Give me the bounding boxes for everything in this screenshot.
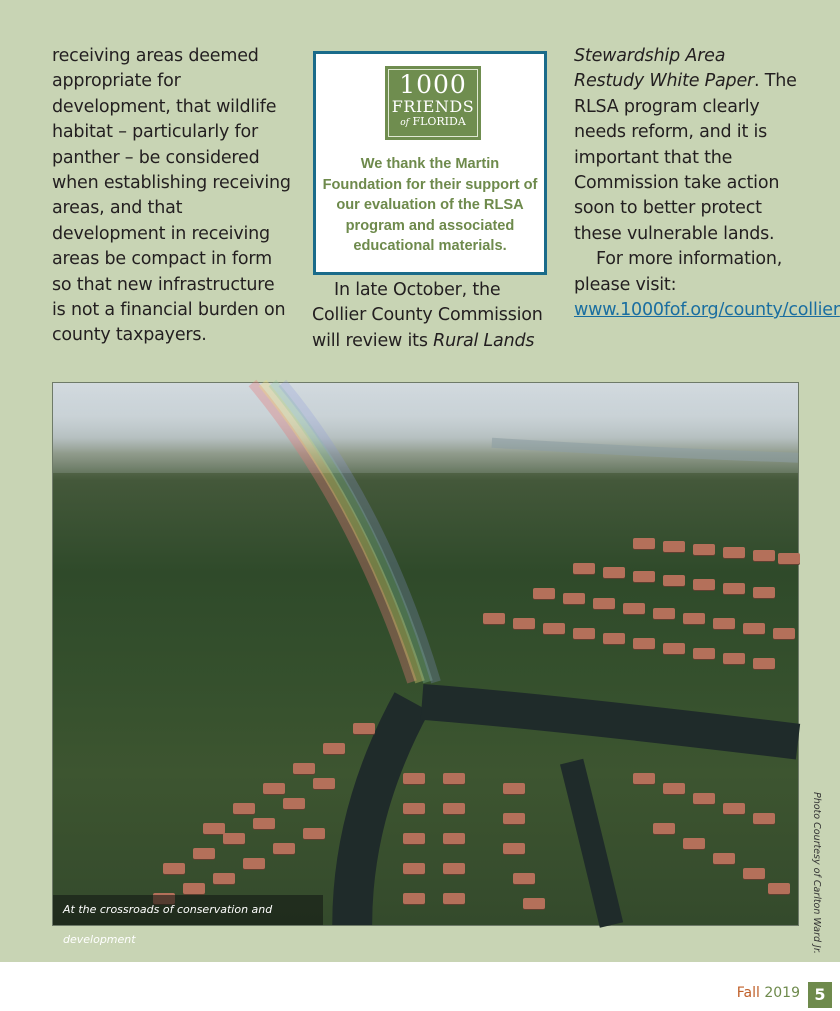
column3-text: . The RLSA program clearly needs reform, and it is important that the Commission take action soon to better protect these vulnerable lands. [574,71,797,244]
house-roof [163,863,185,874]
house-roof [313,778,335,789]
house-roof [513,618,535,629]
house-roof [293,763,315,774]
photo-caption: At the crossroads of conservation and development [53,895,323,925]
sponsor-callout-box [313,51,547,275]
house-roof [283,798,305,809]
footer-season: Fall [736,985,760,1001]
house-roof [683,838,705,849]
house-roof [443,773,465,784]
logo-frame [388,69,478,137]
house-roof [693,793,715,804]
house-roof [443,803,465,814]
house-roof [753,813,775,824]
house-roof [653,823,675,834]
house-roof [443,863,465,874]
house-roof [633,538,655,549]
house-roof [543,623,565,634]
footer-issue [737,985,800,1001]
house-roof [633,638,655,649]
house-roof [403,863,425,874]
house-roof [693,648,715,659]
article-column-1 [52,44,292,349]
house-roof [233,803,255,814]
county-collier-link[interactable]: www.1000fof.org/county/collier [574,300,840,321]
house-roof [573,563,595,574]
aerial-photo [52,382,799,946]
article-column-2 [312,278,548,354]
house-roof [183,883,205,894]
house-roof [723,583,745,594]
house-roof [243,858,265,869]
article-column-3 [574,44,840,323]
house-roof [723,547,745,558]
column3-paragraph [574,44,800,247]
house-roof [353,723,375,734]
house-roof [503,843,525,854]
house-roof [513,873,535,884]
house-roof [743,868,765,879]
house-roof [323,743,345,754]
house-roof [523,898,545,909]
house-roof [753,587,775,598]
house-roof [633,571,655,582]
house-roof [443,833,465,844]
column1-paragraph: receiving areas deemed appropriate for development, that wildlife habitat – particularly for panther – be considered when establishing receiving areas, and that development in receiving areas be compact in form so that new infrastructure is not a financial burden on county taxpayers. [52,46,291,346]
house-roof [693,579,715,590]
house-roof [593,598,615,609]
house-roof [403,893,425,904]
more-info-text: For more information, please visit: [574,249,783,295]
more-info-paragraph [574,247,840,323]
house-roof [603,567,625,578]
house-roof [483,613,505,624]
house-roof [723,803,745,814]
house-roof [723,653,745,664]
house-roof [533,588,555,599]
house-roof [753,658,775,669]
house-roof [403,803,425,814]
house-roof [713,853,735,864]
house-roof [653,608,675,619]
house-roof [683,613,705,624]
house-roof [663,783,685,794]
house-roof [663,643,685,654]
white-paper-title: Stewardship Area Restudy White Paper [574,46,755,92]
house-roof [503,813,525,824]
house-roof [213,873,235,884]
column2-text: In late October, the Collier County Commission will review its [312,280,543,351]
logo-of: of [400,118,409,128]
house-roof [263,783,285,794]
house-roof [663,575,685,586]
house-roof [743,623,765,634]
housing-development [53,383,800,927]
house-roof [778,553,800,564]
column2-italic-text: Rural Lands [433,330,535,351]
house-roof [503,783,525,794]
friends-of-florida-logo [385,66,481,140]
house-roof [573,628,595,639]
house-roof [443,893,465,904]
house-roof [253,818,275,829]
house-roof [663,541,685,552]
sponsor-thanks-text: We thank the Martin Foundation for their support of our evaluation of the RLSA program and associated educational materials. [322,156,538,254]
house-roof [403,773,425,784]
house-roof [303,828,325,839]
house-roof [633,773,655,784]
house-roof [193,848,215,859]
logo-number: 1000 [399,70,467,99]
photo-credit: Photo Courtesy of Carlton Ward Jr. [811,792,822,954]
footer-year: 2019 [764,985,800,1001]
logo-florida: FLORIDA [412,115,466,128]
house-roof [223,833,245,844]
house-roof [273,843,295,854]
house-roof [768,883,790,894]
logo-friends: FRIENDS [391,97,475,116]
house-roof [753,550,775,561]
house-roof [563,593,585,604]
logo-florida-line [389,115,477,130]
page-number: 5 [808,982,832,1008]
house-roof [713,618,735,629]
house-roof [773,628,795,639]
house-roof [403,833,425,844]
house-roof [603,633,625,644]
house-roof [203,823,225,834]
house-roof [623,603,645,614]
column2-paragraph [312,278,548,354]
house-roof [693,544,715,555]
